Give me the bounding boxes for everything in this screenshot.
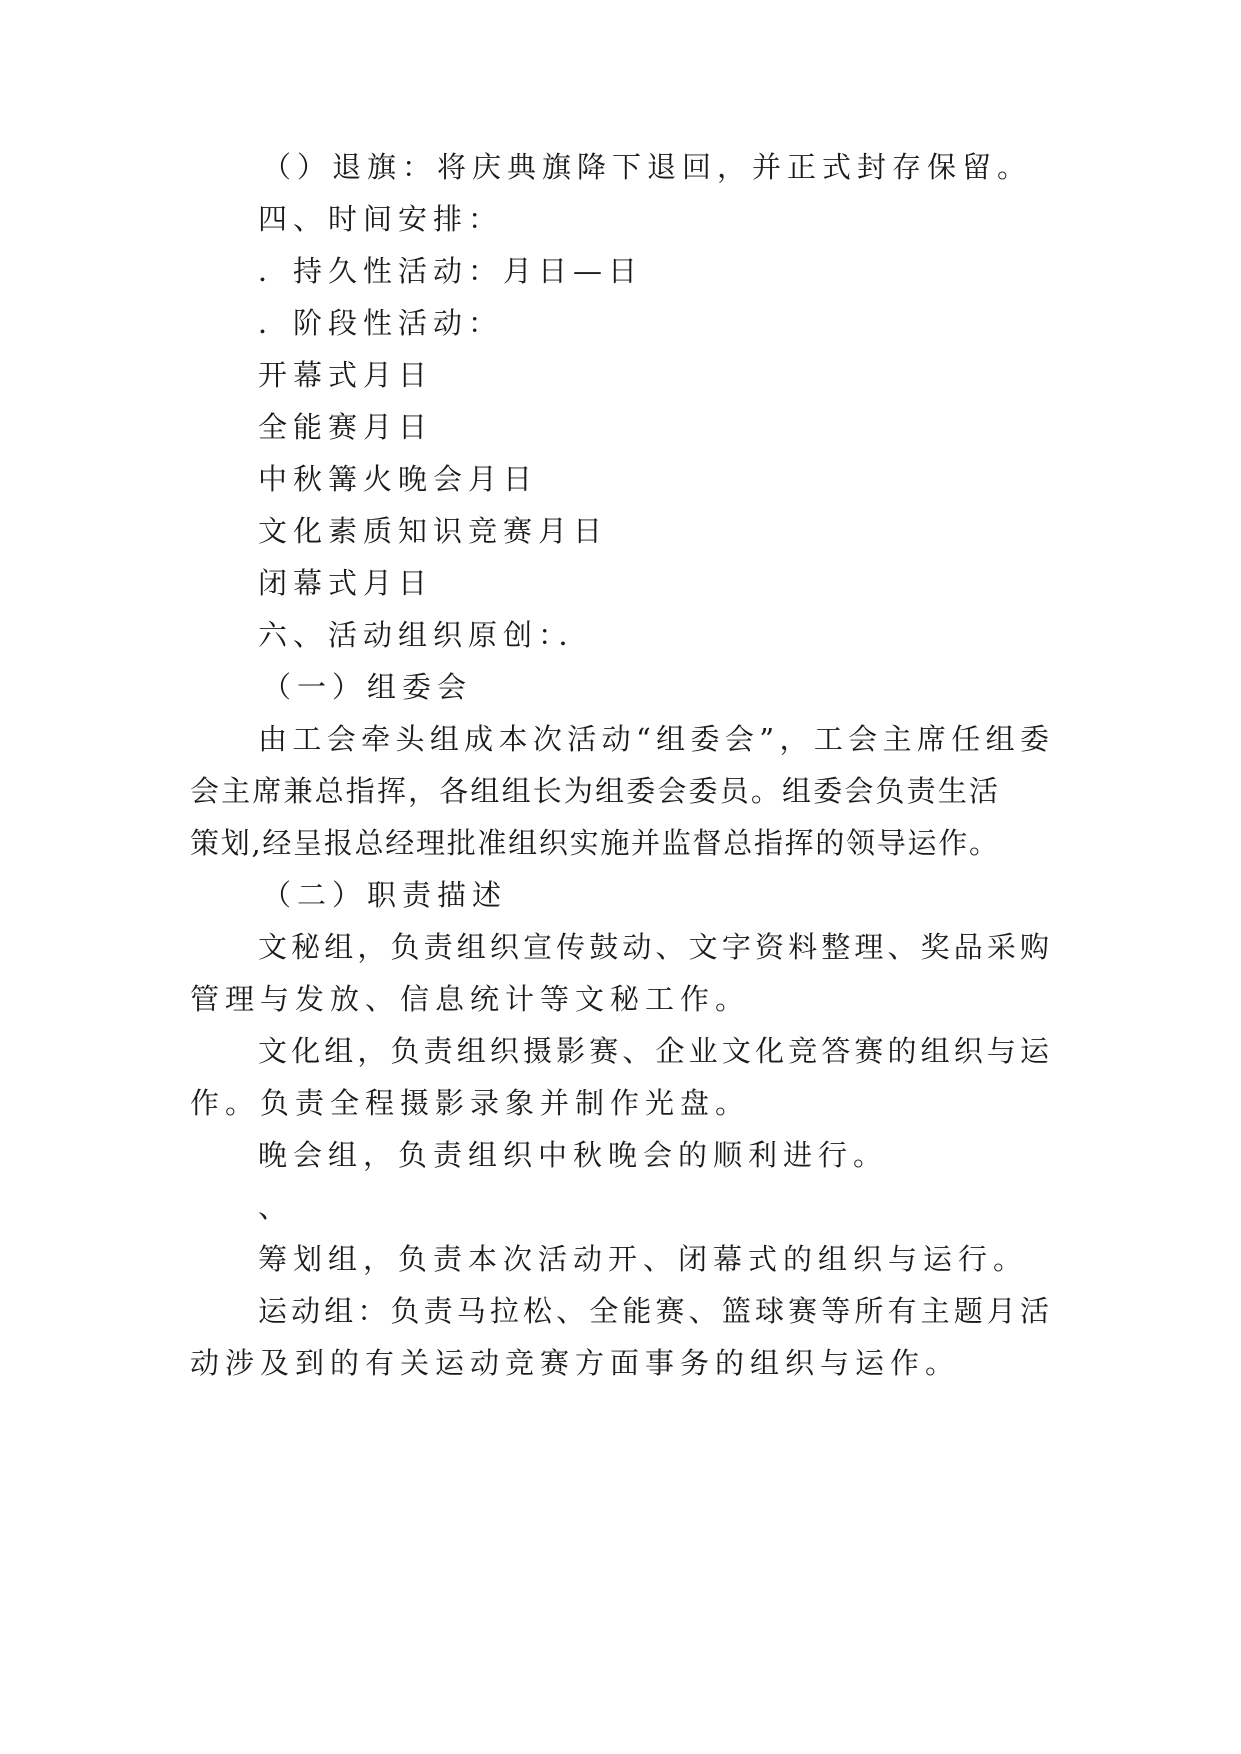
text-line: ．持久性活动：月日—日 xyxy=(258,254,644,288)
paragraph-line: 筹划组，负责本次活动开、闭幕式的组织与运行。 xyxy=(258,1242,1029,1276)
text-line: 中秋篝火晚会月日 xyxy=(258,462,539,496)
stray-mark: 、 xyxy=(258,1190,294,1224)
paragraph-line: 作。负责全程摄影录象并制作光盘。 xyxy=(190,1086,751,1120)
section-heading: 四、时间安排： xyxy=(258,202,504,236)
paragraph-line: 文化组，负责组织摄影赛、企业文化竞答赛的组织与运 xyxy=(258,1034,1049,1068)
text-line: 全能赛月日 xyxy=(258,410,434,444)
text-line: 闭幕式月日 xyxy=(258,566,434,600)
paragraph-line: 策划,经呈报总经理批准组织实施并监督总指挥的领导运作。 xyxy=(190,826,998,860)
paragraph-line: 由工会牵头组成本次活动“组委会”，工会主席任组委 xyxy=(258,722,1049,756)
paragraph-line: 动涉及到的有关运动竞赛方面事务的组织与运作。 xyxy=(190,1346,961,1380)
subsection-heading: （一）组委会 xyxy=(262,670,473,704)
text-line: ．阶段性活动： xyxy=(258,306,504,340)
text-line: 开幕式月日 xyxy=(258,358,434,392)
text-line: （）退旗：将庆典旗降下退回，并正式封存保留。 xyxy=(262,150,1033,184)
paragraph-line: 管理与发放、信息统计等文秘工作。 xyxy=(190,982,751,1016)
paragraph-line: 会主席兼总指挥，各组组长为组委会委员。组委会负责生活 xyxy=(190,774,998,808)
text-line: 文化素质知识竞赛月日 xyxy=(258,514,609,548)
paragraph-line: 文秘组，负责组织宣传鼓动、文字资料整理、奖品采购 xyxy=(258,930,1049,964)
subsection-heading: （二）职责描述 xyxy=(262,878,508,912)
section-heading: 六、活动组织原创：． xyxy=(258,618,594,652)
paragraph-line: 晚会组，负责组织中秋晚会的顺利进行。 xyxy=(258,1138,889,1172)
paragraph-line: 运动组：负责马拉松、全能赛、篮球赛等所有主题月活 xyxy=(258,1294,1049,1328)
